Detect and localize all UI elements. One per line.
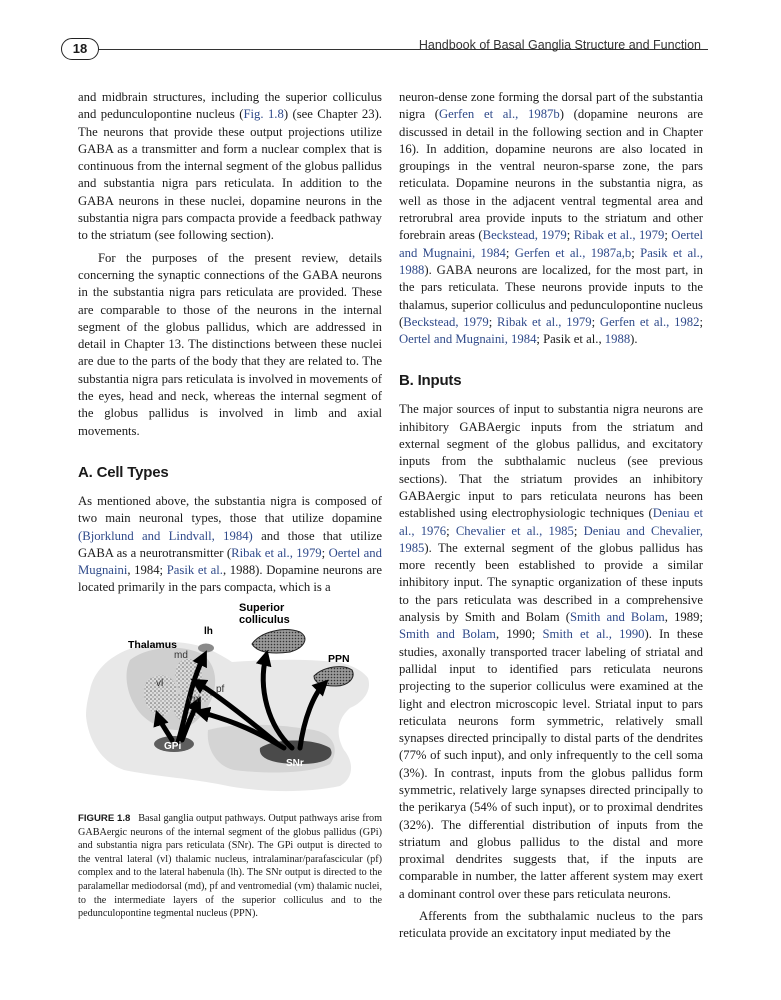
superior-label: Superior: [239, 602, 285, 614]
citation-link[interactable]: Beckstead, 1979: [482, 228, 567, 243]
vl-label: vl: [156, 678, 164, 689]
pf-label: pf: [216, 684, 225, 695]
figure-diagram: [78, 598, 382, 798]
citation-link[interactable]: Oertel and Mugnaini, 1984: [399, 332, 537, 347]
gpi-label: GPi: [164, 741, 182, 752]
citation-link[interactable]: Smith et al., 1990: [542, 627, 645, 642]
page-number: 18: [61, 38, 99, 60]
citation-link[interactable]: Pasik et al., 1988: [399, 245, 703, 277]
right-column: [399, 89, 703, 943]
citation-link[interactable]: Ribak et al., 1979: [573, 228, 665, 243]
section-heading: B. Inputs: [399, 372, 462, 390]
left-column: [78, 89, 382, 597]
paragraph: For the purposes of the present review, details concerning the synaptic connections of the GABA neurons in the substantia nigra pars reticulata are provided. These are comparable to those of the neurons in the internal segment of the globus pallidus, which are addressed in detail in Chapter 13. The distinctions between these nuclei are due to the parts of the body that they are related to. The substantia nigra pars reticulata is involved in movements of the eyes, head and neck, whereas the internal segment of the globus pallidus is involved in limb and axial movements.: [78, 250, 382, 438]
vm-label: vm: [188, 694, 202, 705]
superior-colliculus-shape: [252, 630, 305, 653]
citation-link[interactable]: Beckstead, 1979: [403, 314, 489, 329]
citation-link[interactable]: Oertel and Mugnaini, 1984: [399, 228, 703, 260]
citation-link[interactable]: Fig. 1.8: [243, 107, 284, 122]
running-title: Handbook of Basal Ganglia Structure and Function: [418, 38, 701, 52]
citation-link[interactable]: Ribak et al., 1979: [496, 314, 592, 329]
citation-link[interactable]: Oertel and Mugnaini: [78, 545, 382, 578]
citation-link[interactable]: Pasik et al.: [166, 563, 223, 578]
figure-caption-label: FIGURE 1.8: [78, 813, 131, 824]
paragraph: and midbrain structures, including the superior colliculus and pedunculopontine nucleus (Fig. 1.8) (see Chapter 23). The neurons that provide these output projections utilize GABA as a transmitter and form a nuclear complex that is continuous from the internal segment of the globus pallidus and substantia nigra pars reticulata. In addition to the GABA neurons in these nuclei, dopamine neurons in the substantia nigra pars compacta provide a feedback pathway to the striatum (see following section).: [78, 90, 382, 243]
citation-link[interactable]: Smith and Bolam: [570, 610, 665, 625]
citation-link[interactable]: Smith and Bolam: [399, 627, 496, 642]
paragraph: As mentioned above, the substantia nigra is composed of two main neuronal types, those that utilize dopamine (Bjorklund and Lindvall, 1984) and those that utilize GABA as a neurotransmitter (Ribak et al., 1979; Oertel and Mugnaini, 1984; Pasik et al., 1988). Dopamine neurons are located primarily in the pars compacta, which is a: [78, 493, 382, 595]
citation-link[interactable]: (Bjorklund and Lindvall, 1984): [78, 528, 253, 543]
citation-link[interactable]: Ribak et al., 1979: [231, 545, 322, 560]
citation-link[interactable]: Chevalier et al., 1985: [455, 523, 574, 538]
thalamus-label: Thalamus: [128, 639, 178, 651]
citation-link[interactable]: Gerfen et al., 1987a,b: [514, 245, 632, 260]
figure-caption-text: Basal ganglia output pathways. Output pathways arise from GABAergic neurons of the internal segment of the globus pallidus (GPi) and substantia nigra pars reticulata (SNr). The GPi output is directed to the ventral lateral (vl) thalamic nucleus, intralaminar/parafascicular (pf) complex and to the lateral habenula (lh). The SNr output is directed to the paralamellar mediodorsal (md), pf and ventromedial (vm) thalamic nuclei, to the intermediate layers of the superior colliculus and to the pedunculopontine tegmental nucleus (PPN).: [78, 813, 383, 920]
figure-caption: [78, 812, 382, 921]
snr-label: SNr: [286, 758, 304, 769]
paragraph: The major sources of input to substantia nigra neurons are inhibitory GABAergic inputs from the striatum and external segment of the globus pallidus, and excitatory inputs from the subthalamic nucleus (see previous sections). That the striatum provides an inhibitory GABAergic input to pars reticulata neurons has been established using electrophysiologic techniques (Deniau et al., 1976; Chevalier et al., 1985; Deniau and Chevalier, 1985). The external segment of the globus pallidus has more recently been established to provide a similar inhibitory input. The synaptic organization of these inputs to the pars reticulata was described in a comprehensive analysis by Smith and Bolam (Smith and Bolam, 1989; Smith and Bolam, 1990; Smith et al., 1990). In these studies, axonally transported tracer labeling of striatal and pallidal input to identified pars reticulata neurons projecting to the superior colliculus were examined at the light and electron microscopic level. Striatal input to pars reticulata neurons form symmetric, relatively small synapses directed principally to distal parts of the dendrites (77% of such input), and only infrequently to the cell soma (3%). In contrast, inputs from the globus pallidus form symmetric, relatively large synapses directed principally to the perikarya (54% of such input), or to proximal dendrites (32%). The differential distribution of inputs from the striatum and globus pallidus to the distal and more proximal dendrites suggests that, if the inputs are comparable in number, the latter afferent system may exert a dominant control over these pars reticulata neurons.: [399, 402, 704, 901]
section-heading: A. Cell Types: [78, 463, 169, 481]
citation-link[interactable]: 1988: [604, 332, 631, 347]
ppn-label: PPN: [328, 653, 350, 665]
figure-basal-ganglia-output: [78, 598, 382, 798]
citation-link[interactable]: Deniau and Chevalier, 1985: [399, 523, 703, 555]
paragraph: neuron-dense zone forming the dorsal part of the substantia nigra (Gerfen et al., 1987b) (dopamine neurons are discussed in detail in the following section and in Chapter 16). In addition, dopamine neurons are also located in groupings in the ventral neuron-sparse zone, the pars reticulata. Dopamine neurons in the substantia nigra, as well as those in the adjacent ventral tegmental area and retrorubral area provide inputs to the striatum and other forebrain areas (Beckstead, 1979; Ribak et al., 1979; Oertel and Mugnaini, 1984; Gerfen et al., 1987a,b; Pasik et al., 1988). GABA neurons are localized, for the most part, in the pars reticulata. These neurons provide inputs to the thalamus, superior colliculus and pedunculopontine nucleus (Beckstead, 1979; Ribak et al., 1979; Gerfen et al., 1982; Oertel and Mugnaini, 1984; Pasik et al., 1988).: [399, 90, 703, 347]
citation-link[interactable]: Gerfen et al., 1987b: [439, 107, 560, 122]
citation-link[interactable]: Gerfen et al., 1982: [599, 314, 700, 329]
lh-nucleus: [198, 644, 214, 653]
md-label: md: [174, 650, 188, 661]
paragraph: Afferents from the subthalamic nucleus to the pars reticulata provide an excitatory input mediated by the: [399, 909, 703, 941]
lh-label: lh: [204, 626, 213, 637]
citation-link[interactable]: Deniau et al., 1976: [399, 506, 704, 538]
colliculus-label: colliculus: [239, 614, 290, 626]
